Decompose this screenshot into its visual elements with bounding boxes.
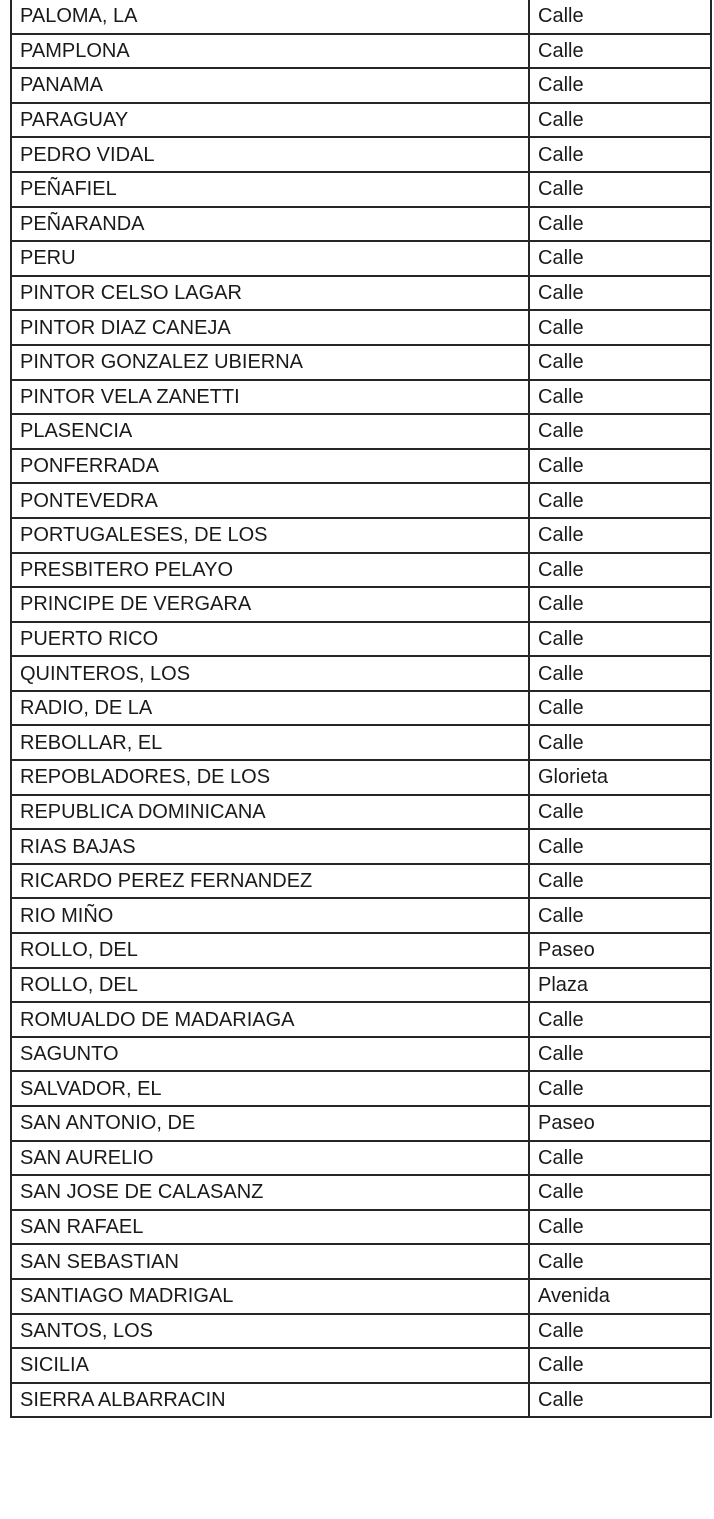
table-row — [11, 1037, 711, 1072]
street-table — [10, 0, 712, 1418]
street-name-cell: SAN AURELIO — [11, 1141, 529, 1176]
table-row — [11, 1244, 711, 1279]
table-row — [11, 172, 711, 207]
table-row — [11, 310, 711, 345]
table-row — [11, 345, 711, 380]
street-type-cell: Calle — [529, 380, 711, 415]
street-type-cell: Calle — [529, 1071, 711, 1106]
street-type-cell: Calle — [529, 1244, 711, 1279]
street-name-cell: SANTIAGO MADRIGAL — [11, 1279, 529, 1314]
street-type-cell: Avenida — [529, 1279, 711, 1314]
street-type-cell: Calle — [529, 1175, 711, 1210]
table-row — [11, 898, 711, 933]
street-name-cell: SALVADOR, EL — [11, 1071, 529, 1106]
street-type-cell: Calle — [529, 0, 711, 34]
street-type-cell: Calle — [529, 864, 711, 899]
street-name-cell: PRESBITERO PELAYO — [11, 553, 529, 588]
street-name-cell: SAN ANTONIO, DE — [11, 1106, 529, 1141]
street-name-cell: QUINTEROS, LOS — [11, 656, 529, 691]
table-row — [11, 933, 711, 968]
street-name-cell: PERU — [11, 241, 529, 276]
street-type-cell: Plaza — [529, 968, 711, 1003]
street-name-cell: PINTOR DIAZ CANEJA — [11, 310, 529, 345]
street-name-cell: PUERTO RICO — [11, 622, 529, 657]
table-row — [11, 103, 711, 138]
table-row — [11, 691, 711, 726]
street-name-cell: SANTOS, LOS — [11, 1314, 529, 1349]
street-name-cell: PINTOR GONZALEZ UBIERNA — [11, 345, 529, 380]
street-table-container — [10, 0, 708, 1418]
street-type-cell: Paseo — [529, 1106, 711, 1141]
street-name-cell: PORTUGALESES, DE LOS — [11, 518, 529, 553]
street-type-cell: Calle — [529, 1002, 711, 1037]
street-type-cell: Calle — [529, 656, 711, 691]
table-row — [11, 1314, 711, 1349]
street-type-cell: Calle — [529, 68, 711, 103]
street-type-cell: Calle — [529, 207, 711, 242]
street-type-cell: Calle — [529, 137, 711, 172]
table-row — [11, 276, 711, 311]
street-type-cell: Calle — [529, 725, 711, 760]
table-row — [11, 553, 711, 588]
street-name-cell: PONFERRADA — [11, 449, 529, 484]
table-row — [11, 1002, 711, 1037]
table-row — [11, 241, 711, 276]
street-type-cell: Calle — [529, 103, 711, 138]
table-row — [11, 1210, 711, 1245]
street-name-cell: SICILIA — [11, 1348, 529, 1383]
street-name-cell: PLASENCIA — [11, 414, 529, 449]
street-type-cell: Calle — [529, 898, 711, 933]
street-type-cell: Paseo — [529, 933, 711, 968]
street-type-cell: Calle — [529, 172, 711, 207]
street-type-cell: Calle — [529, 829, 711, 864]
street-type-cell: Calle — [529, 1141, 711, 1176]
table-row — [11, 1071, 711, 1106]
table-row — [11, 1348, 711, 1383]
table-row — [11, 483, 711, 518]
table-row — [11, 829, 711, 864]
table-row — [11, 1175, 711, 1210]
table-row — [11, 34, 711, 69]
street-name-cell: ROLLO, DEL — [11, 968, 529, 1003]
street-type-cell: Calle — [529, 310, 711, 345]
street-name-cell: PEDRO VIDAL — [11, 137, 529, 172]
street-name-cell: RIAS BAJAS — [11, 829, 529, 864]
street-type-cell: Calle — [529, 553, 711, 588]
street-type-cell: Calle — [529, 345, 711, 380]
street-name-cell: REPOBLADORES, DE LOS — [11, 760, 529, 795]
table-row — [11, 1279, 711, 1314]
street-name-cell: RADIO, DE LA — [11, 691, 529, 726]
street-name-cell: REBOLLAR, EL — [11, 725, 529, 760]
street-name-cell: PINTOR CELSO LAGAR — [11, 276, 529, 311]
street-name-cell: PONTEVEDRA — [11, 483, 529, 518]
street-name-cell: RICARDO PEREZ FERNANDEZ — [11, 864, 529, 899]
table-row — [11, 760, 711, 795]
street-name-cell: ROMUALDO DE MADARIAGA — [11, 1002, 529, 1037]
table-row — [11, 414, 711, 449]
street-type-cell: Glorieta — [529, 760, 711, 795]
table-row — [11, 449, 711, 484]
street-name-cell: RIO MIÑO — [11, 898, 529, 933]
street-type-cell: Calle — [529, 1348, 711, 1383]
street-type-cell: Calle — [529, 276, 711, 311]
street-name-cell: PALOMA, LA — [11, 0, 529, 34]
table-row — [11, 622, 711, 657]
street-name-cell: PRINCIPE DE VERGARA — [11, 587, 529, 622]
street-name-cell: PINTOR VELA ZANETTI — [11, 380, 529, 415]
street-type-cell: Calle — [529, 518, 711, 553]
street-table-body — [11, 0, 711, 1417]
street-name-cell: REPUBLICA DOMINICANA — [11, 795, 529, 830]
street-type-cell: Calle — [529, 1037, 711, 1072]
table-row — [11, 587, 711, 622]
table-row — [11, 656, 711, 691]
table-row — [11, 968, 711, 1003]
street-name-cell: PAMPLONA — [11, 34, 529, 69]
street-name-cell: PEÑARANDA — [11, 207, 529, 242]
table-row — [11, 864, 711, 899]
street-type-cell: Calle — [529, 1383, 711, 1418]
street-name-cell: SAN SEBASTIAN — [11, 1244, 529, 1279]
street-name-cell: SIERRA ALBARRACIN — [11, 1383, 529, 1418]
street-type-cell: Calle — [529, 483, 711, 518]
table-row — [11, 380, 711, 415]
table-row — [11, 518, 711, 553]
table-row — [11, 1141, 711, 1176]
street-name-cell: SAN JOSE DE CALASANZ — [11, 1175, 529, 1210]
street-name-cell: PEÑAFIEL — [11, 172, 529, 207]
table-row — [11, 68, 711, 103]
street-type-cell: Calle — [529, 795, 711, 830]
street-type-cell: Calle — [529, 622, 711, 657]
table-row — [11, 207, 711, 242]
street-type-cell: Calle — [529, 449, 711, 484]
table-row — [11, 725, 711, 760]
street-type-cell: Calle — [529, 587, 711, 622]
street-name-cell: PANAMA — [11, 68, 529, 103]
street-name-cell: SAN RAFAEL — [11, 1210, 529, 1245]
street-type-cell: Calle — [529, 241, 711, 276]
street-type-cell: Calle — [529, 1314, 711, 1349]
table-row — [11, 1383, 711, 1418]
table-row — [11, 1106, 711, 1141]
table-row — [11, 0, 711, 34]
street-name-cell: ROLLO, DEL — [11, 933, 529, 968]
street-type-cell: Calle — [529, 691, 711, 726]
table-row — [11, 137, 711, 172]
street-name-cell: PARAGUAY — [11, 103, 529, 138]
table-row — [11, 795, 711, 830]
street-type-cell: Calle — [529, 1210, 711, 1245]
street-type-cell: Calle — [529, 34, 711, 69]
street-type-cell: Calle — [529, 414, 711, 449]
street-name-cell: SAGUNTO — [11, 1037, 529, 1072]
